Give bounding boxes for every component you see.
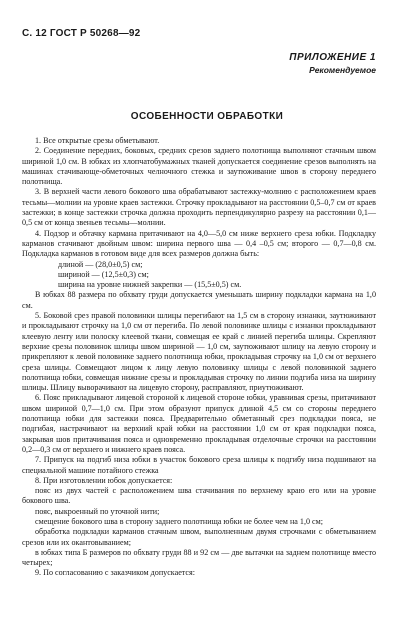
lining-length: длиной — (28,0±0,5) см; [58,259,143,269]
list-item: обработка подкладки карманов стачным швом, выполненным двумя строчками с обметыванием срезов или их окантовыванием; [22,527,376,547]
paragraph-6: 6. Пояс прикладывают лицевой стороной к лицевой стороне юбки, уравнивая срезы, притачивают швом шириной 0,7—1,0 см. При этом образуют припуск длиной 4,5 см со стороны переднего полотнища юбки для застежки пояса. Предварительно обметанный срез подкладки пояса, не подгибая, настрачивают на верхний край юбки на расстоянии 1,0 см от края подкладки пояса, закрывая шов притачивания пояса и одновременно прокладывая отделочные строчки на расстоянии 0,2—0,3 см от верхнего и нижнего краев пояса. [22,393,376,454]
paragraph-3: 3. В верхней части левого бокового шва обрабатывают застежку-молнию с расположением краев тесьмы—молнии на уровне краев застежки. Строчку прокладывают на расстоянии 0,5–0,7 см от краев застежки; в конце застежки строчка должна проходить перпендикулярно разрезу на расстоянии 0,1—0,5 см от конца звеньев тесьмы—молнии. [22,187,376,228]
list-item: смещение бокового шва в сторону заднего полотнища юбки не более чем на 1,0 см; [35,516,323,526]
list-item: пояс из двух частей с расположением шва стачивания по верхнему краю его или на уровне бокового шва. [22,486,376,506]
page-header: С. 12 ГОСТ Р 50268—92 [22,28,141,39]
appendix-status: Рекомендуемое [309,65,376,75]
list-item: в юбках типа Б размеров по обхвату груди 88 и 92 см — две вытачки на заднем полотнище вместо четырех; [22,547,376,568]
paragraph-4: 4. Подзор и обтачку кармана притачивают на 4,0—5,0 см ниже верхнего среза юбки. Подкладку карманов стачивают двойным швом: ширина первого шва — 0,4 –0,5 см; второго — 0,7—0,8 см. Подкладка карманов в готовом виде для всех размеров должна быть: [22,228,376,259]
section-title: ОСОБЕННОСТИ ОБРАБОТКИ [130,111,284,122]
document-body [22,136,376,579]
paragraph-5: 5. Боковой срез правой половинки шлицы перегибают на 1,5 см в сторону изнанки, заутюживают и прокладывают строчку на 1,0 см от перегиба. По левой половинке шлицы с изнанки прокладывают клеевую ленту или полоску клеевой ткани, совмещая ее край с линией перегиба шлицы. Скрепляют верхние срезы половинок шлицы швом шириной — 1,0 см, заутюживают шлицу на левую сторону и прикрепляют к левой половинке заднего полотнища юбки, прокладывая строчку на 1,0 см от верхнего среза шлицы. Совмещают лицом к лицу левую половинку шлицы с левой половинкой заднего полотнища юбки, совмещая нижние срезы и прокладывая строчку по линии подгиба низа на ширину шлицы. Шлицу выворачивают на лицевую сторону, расправляют, приутюживают. [22,311,376,393]
lining-width: шириной — (12,5±0,3) см; [58,269,149,279]
appendix-block [289,52,376,75]
paragraph-9: 9. По согласованию с заказчиком допускается: [35,568,196,578]
appendix-label: ПРИЛОЖЕНИЕ 1 [289,52,376,63]
paragraph-7: 7. Припуск на подгиб низа юбки в участок бокового среза шлицы к подгибу низа подшивают на специальной машине потайного стежка [22,455,376,475]
lining-width-bartack: ширина на уровне нижней закрепки — (15,5±0,5) см. [58,280,242,290]
list-item: пояс, выкроенный по уточной нити; [35,506,160,516]
paragraph-2: 2. Соединение передних, боковых, средних срезов заднего полотнища выполняют стачным швом шириной 1,0 см. В юбках из хлопчатобумажных тканей допускается соединение срезов выполнять на машинах стачивающе-обметочных челночного стежка и заутюживание швов в сторону переднего полотнища. [22,146,376,187]
paragraph-8: 8. При изготовлении юбок допускается: [35,475,173,485]
paragraph-4-note: В юбках 88 размера по обхвату груди допускается уменьшать ширину подкладки кармана на 1,0 см. [22,290,376,310]
paragraph-1: 1. Все открытые срезы обметывают. [35,136,160,145]
